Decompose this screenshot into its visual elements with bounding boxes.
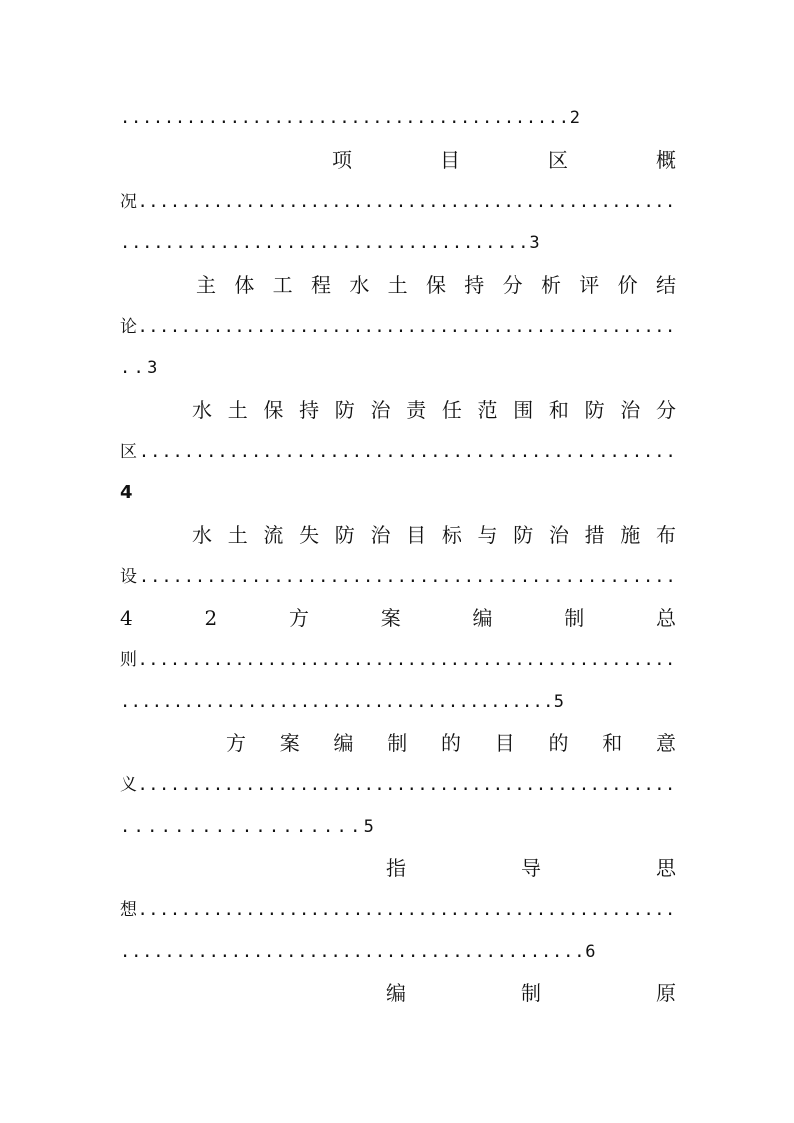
toc-line: 则 . . . . . . . . . . . . . . . . . . . . . . . . . . . . . . . . . . . . . . . . . . . . . . . . . . xyxy=(120,650,676,670)
toc-heading-guiding-ideology: 指 导 思 xyxy=(386,856,676,880)
toc-line: 况 . . . . . . . . . . . . . . . . . . . . . . . . . . . . . . . . . . . . . . . . . . . . . . . . . . xyxy=(120,192,676,212)
toc-line: . . . . . . . . . . . . . . . . . . . . . . . . . . . . . . . . . . . . . . . . . 5 xyxy=(120,692,564,712)
toc-page-number: 4 xyxy=(120,482,133,503)
toc-line: ..................5 xyxy=(120,817,378,837)
toc-heading-principles: 编 制 原 xyxy=(386,981,676,1005)
toc-line: 设 . . . . . . . . . . . . . . . . . . . . . . . . . . . . . . . . . . . . . . . . . . . . . . . . xyxy=(120,567,676,587)
toc-line: . . . . . . . . . . . . . . . . . . . . . . . . . . . . . . . . . . . . . . . . . . 6 xyxy=(120,942,596,962)
toc-heading-responsibility-scope: 水 土 保 持 防 治 责 任 范 围 和 防 治 分 xyxy=(192,398,676,422)
toc-heading-main-works: 主 体 工 程 水 土 保 持 分 析 评 价 结 xyxy=(196,273,676,297)
toc-heading-prevention-targets: 水 土 流 失 防 治 目 标 与 防 治 措 施 布 xyxy=(192,523,676,547)
toc-line: 论 . . . . . . . . . . . . . . . . . . . . . . . . . . . . . . . . . . . . . . . . . . . . . . . . . . xyxy=(120,317,676,337)
toc-line: 区 . . . . . . . . . . . . . . . . . . . . . . . . . . . . . . . . . . . . . . . . . . . . . . . . xyxy=(120,442,676,462)
toc-line: . . . . . . . . . . . . . . . . . . . . . . . . . . . . . . . . . . . . . . . . . 2 xyxy=(120,108,580,128)
toc-heading-project-area: 项 目 区 概 xyxy=(332,148,676,172)
toc-line: . . . . . . . . . . . . . . . . . . . . . . . . . . . . . . . . . . . . . 3 xyxy=(120,233,540,253)
toc-line: ..3 xyxy=(120,358,161,378)
toc-heading-general-rules: 4 2 方 案 编 制 总 xyxy=(120,606,676,630)
toc-line: 义 . . . . . . . . . . . . . . . . . . . . . . . . . . . . . . . . . . . . . . . . . . . . . . . . . . xyxy=(120,775,676,795)
toc-line: 想 . . . . . . . . . . . . . . . . . . . . . . . . . . . . . . . . . . . . . . . . . . . . . . . . . . xyxy=(120,900,676,920)
toc-heading-purpose: 方 案 编 制 的 目 的 和 意 xyxy=(226,731,676,755)
